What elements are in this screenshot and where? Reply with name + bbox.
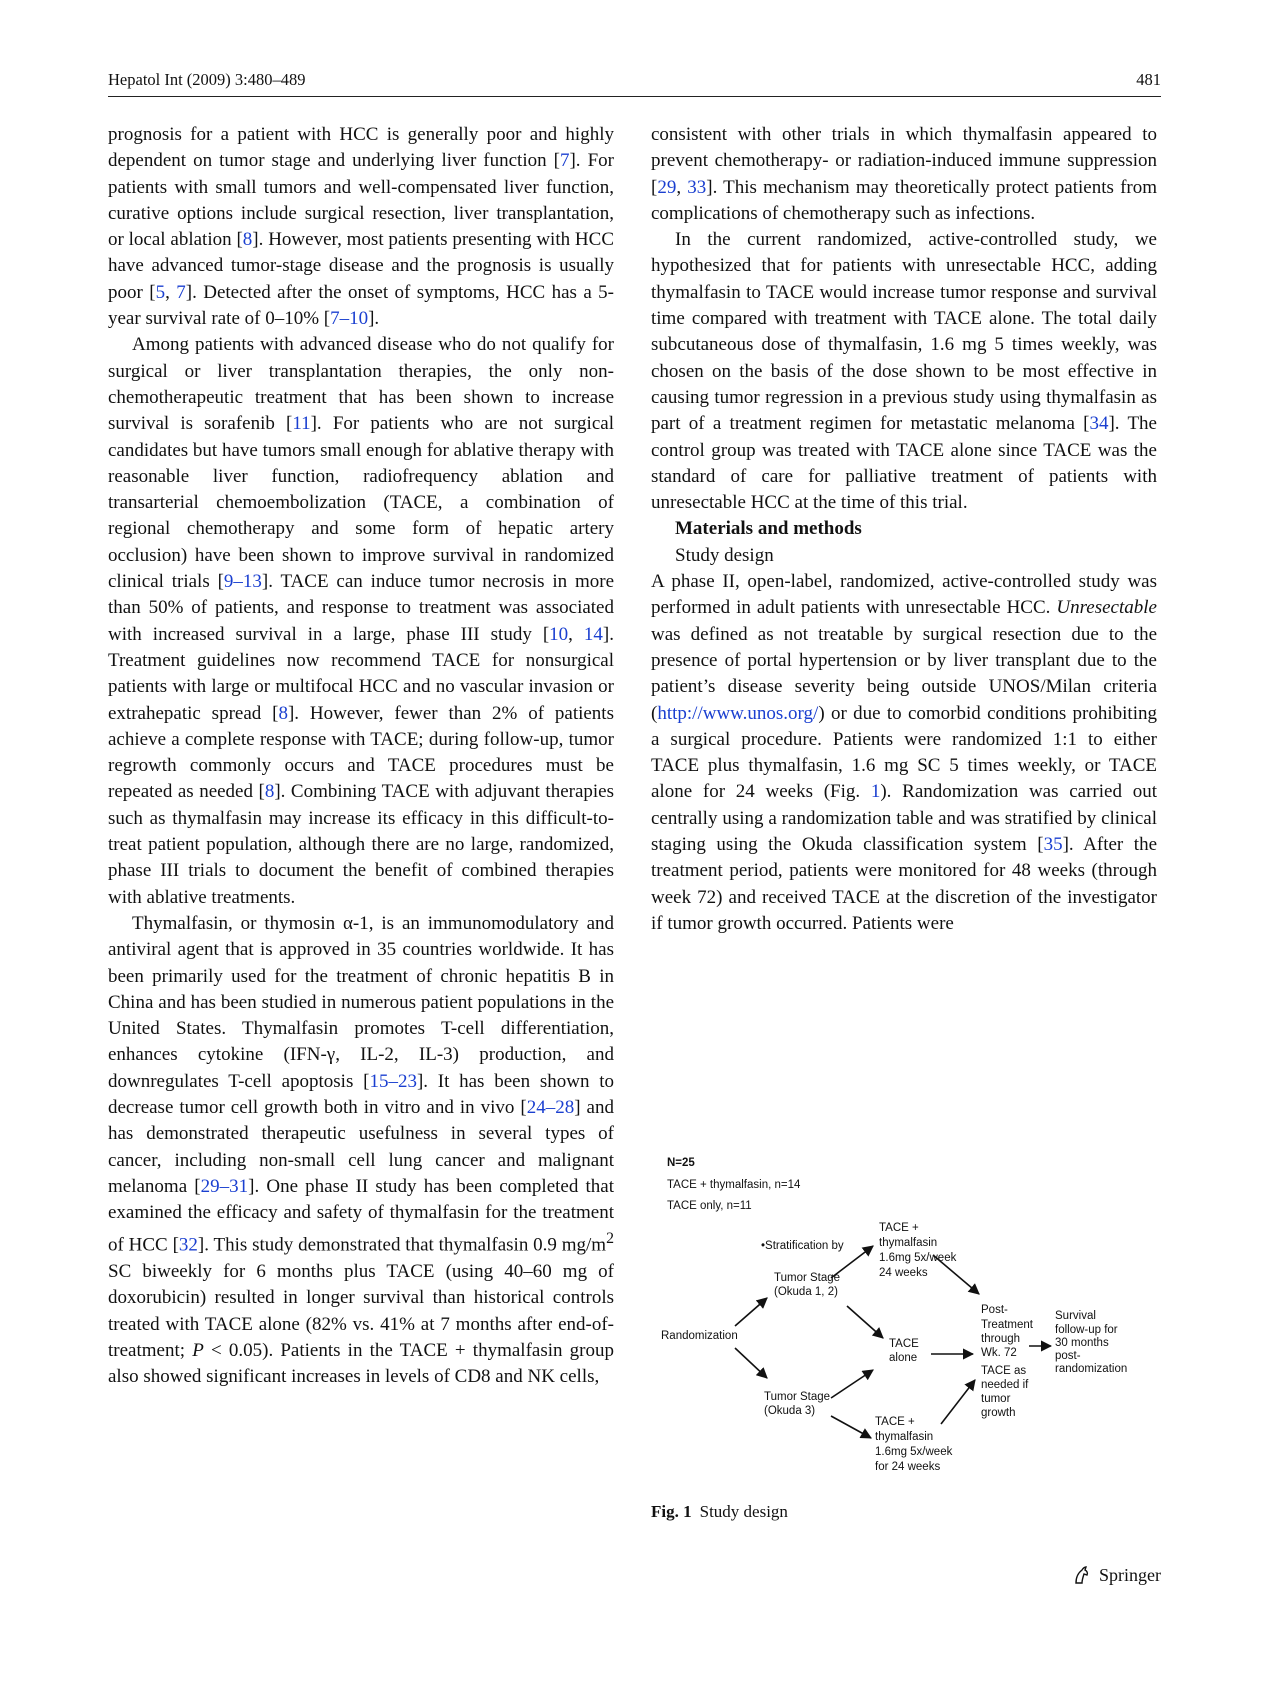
page-number: 481 xyxy=(1136,70,1161,89)
svg-text:30 months: 30 months xyxy=(1055,1337,1109,1349)
reference-link[interactable]: 1 xyxy=(870,781,881,803)
reference-link[interactable]: 10 xyxy=(549,623,569,645)
reference-link[interactable]: 32 xyxy=(178,1234,198,1256)
svg-text:Tumor Stage: Tumor Stage xyxy=(774,1272,841,1284)
journal-citation: Hepatol Int (2009) 3:480–489 xyxy=(108,70,306,89)
svg-text:Tumor Stage: Tumor Stage xyxy=(764,1391,831,1403)
svg-text:thymalfasin: thymalfasin xyxy=(879,1237,938,1249)
reference-link[interactable]: 35 xyxy=(1043,834,1063,856)
reference-link[interactable]: 5 xyxy=(155,281,166,303)
tace-thymalfasin-bottom-box xyxy=(875,1416,953,1473)
reference-link[interactable]: 29 xyxy=(657,176,677,198)
stage3-label xyxy=(764,1391,830,1417)
arrow-stage3-to-tace-thym xyxy=(831,1416,871,1438)
svg-text:TACE +: TACE + xyxy=(875,1416,915,1428)
publisher-name: Springer xyxy=(1099,1564,1161,1585)
svg-text:Survival: Survival xyxy=(1055,1310,1096,1322)
arrow-stage3-to-tace-alone xyxy=(831,1370,873,1398)
study-design-figure xyxy=(651,1148,1171,1488)
svg-text:1.6mg 5x/week: 1.6mg 5x/week xyxy=(875,1446,953,1458)
reference-link[interactable]: 14 xyxy=(583,623,603,645)
svg-text:TACE: TACE xyxy=(889,1338,919,1350)
tace-alone-box xyxy=(889,1338,919,1364)
svg-text:thymalfasin: thymalfasin xyxy=(875,1431,934,1443)
page-header xyxy=(108,68,1161,97)
n-total-label: N=25 xyxy=(667,1157,695,1169)
svg-text:growth: growth xyxy=(981,1407,1016,1419)
arrow-randomization-to-stage12 xyxy=(735,1298,767,1326)
post-treatment-box xyxy=(981,1304,1034,1359)
svg-text:post-: post- xyxy=(1055,1350,1081,1362)
study-design-diagram xyxy=(651,1148,1171,1488)
reference-link[interactable]: 34 xyxy=(1089,413,1109,435)
svg-text:randomization: randomization xyxy=(1055,1363,1128,1375)
paragraph: consistent with other trials in which thymalfasin appeared to prevent chemotherapy- or radiation-induced immune suppression [29, 33]. This mechanism may theoretically protect patients from complications of chemotherapy such as infections. xyxy=(651,124,1157,224)
arrow-randomization-to-stage3 xyxy=(735,1348,767,1378)
reference-link[interactable]: 29–31 xyxy=(200,1175,249,1197)
stratification-label: •Stratification by xyxy=(761,1240,844,1252)
paragraph: Among patients with advanced disease who do not qualify for surgical or liver transplantation therapies, the only non-chemotherapeutic treatment that has been shown to increase survival is sorafenib [11]. For patients who are not surgical candidates but have tumors small enough for ablative therapy with reasonable liver function, radiofrequency ablation and transarterial chemoembolization (TACE, a combination of regional chemotherapy and some form of hepatic artery occlusion) have been shown to improve survival in randomized clinical trials [9–13]. TACE can induce tumor necrosis in more than 50% of patients, and response to treatment was associated with increased survival in a large, phase III study [10, 14]. Treatment guidelines now recommend TACE for nonsurgical patients with large or multifocal HCC and no vascular invasion or extrahepatic spread [8]. However, fewer than 2% of patients achieve a complete response with TACE; during follow-up, tumor regrowth commonly occurs and TACE procedures must be repeated as needed [8]. Combining TACE with adjuvant therapies such as thymalfasin may increase its efficacy in this difficult-to-treat patient population, although there are no large, randomized, phase III trials to document the benefit of combined therapies with ablative treatments. xyxy=(108,334,615,908)
left-column xyxy=(108,122,614,1391)
springer-horse-icon xyxy=(1071,1564,1093,1586)
paragraph: prognosis for a patient with HCC is generally poor and highly dependent on tumor stage and underlying liver function [7]. For patients with small tumors and well-compensated liver function, curative options include surgical resection, liver transplantation, or local ablation [8]. However, most patients presenting with HCC have advanced tumor-stage disease and the prognosis is usually poor [5, 7]. Detected after the onset of symptoms, HCC has a 5-year survival rate of 0–10% [7–10]. xyxy=(108,124,615,330)
reference-link[interactable]: http://www.unos.org/ xyxy=(657,702,819,724)
reference-link[interactable]: 8 xyxy=(264,781,275,803)
svg-text:tumor: tumor xyxy=(981,1393,1011,1405)
caption-label: Fig. 1 xyxy=(651,1502,692,1521)
reference-link[interactable]: 8 xyxy=(278,702,288,724)
arrow-stage12-to-tace-alone xyxy=(847,1306,883,1338)
svg-text:(Okuda 1, 2): (Okuda 1, 2) xyxy=(774,1286,838,1298)
svg-text:TACE +: TACE + xyxy=(879,1222,919,1234)
reference-link[interactable]: 9–13 xyxy=(223,571,262,593)
italic-text: P xyxy=(192,1339,204,1361)
svg-text:for 24 weeks: for 24 weeks xyxy=(875,1461,941,1473)
n-arm1-label: TACE + thymalfasin, n=14 xyxy=(667,1179,801,1191)
svg-text:TACE as: TACE as xyxy=(981,1365,1027,1377)
reference-link[interactable]: 8 xyxy=(242,229,253,251)
subsection-title: Study design xyxy=(675,544,774,566)
svg-text:Wk. 72: Wk. 72 xyxy=(981,1347,1017,1359)
svg-text:through: through xyxy=(981,1333,1021,1345)
caption-text: Study design xyxy=(699,1502,788,1521)
paragraph: In the current randomized, active-controlled study, we hypothesized that for patients with unresectable HCC, adding thymalfasin to TACE would increase tumor response and survival time compared with treatment with TACE alone. The total daily subcutaneous dose of thymalfasin, 1.6 mg 5 times weekly, was chosen on the basis of the dose shown to be most effective in causing tumor regression in a previous study using thymalfasin as part of a treatment regimen for metastatic melanoma [34]. The control group was treated with TACE alone since TACE was the standard of care for palliative treatment of patients with unresectable HCC at the time of this trial. xyxy=(651,229,1157,514)
svg-text:needed if: needed if xyxy=(981,1379,1029,1391)
reference-link[interactable]: 7 xyxy=(559,150,570,172)
svg-text:(Okuda 3): (Okuda 3) xyxy=(764,1405,816,1417)
randomization-label: Randomization xyxy=(661,1330,738,1342)
reference-link[interactable]: 15–23 xyxy=(369,1070,417,1092)
n-arm2-label: TACE only, n=11 xyxy=(667,1200,752,1212)
svg-text:Post-: Post- xyxy=(981,1304,1008,1316)
tace-as-needed-box xyxy=(981,1365,1029,1419)
svg-text:alone: alone xyxy=(889,1352,918,1364)
svg-text:24 weeks: 24 weeks xyxy=(879,1267,928,1279)
publisher-footer xyxy=(1071,1564,1161,1586)
reference-link[interactable]: 33 xyxy=(687,176,707,198)
section-title: Materials and methods xyxy=(675,518,862,540)
paragraph: A phase II, open-label, randomized, active-controlled study was performed in adult patients with unresectable HCC. Unresectable was defined as not treatable by surgical resection due to the presence of portal hypertension or by liver transplant due to the patient’s disease severity being outside UNOS/Milan criteria (http://www.unos.org/) or due to comorbid conditions prohibiting a surgical procedure. Patients were randomized 1:1 to either TACE plus thymalfasin, 1.6 mg SC 5 times weekly, or TACE alone for 24 weeks (Fig. 1). Randomization was carried out centrally using a randomization table and was stratified by clinical staging using the Okuda classification system [35]. After the treatment period, patients were monitored for 48 weeks (through week 72) and received TACE at the discretion of the investigator if tumor growth occurred. Patients were xyxy=(651,571,1158,934)
survival-box xyxy=(1055,1310,1127,1375)
tace-thymalfasin-top-box xyxy=(879,1222,957,1279)
right-column xyxy=(651,122,1157,937)
svg-text:1.6mg 5x/week: 1.6mg 5x/week xyxy=(879,1252,957,1264)
stage12-label xyxy=(774,1272,840,1298)
paragraph: Thymalfasin, or thymosin α-1, is an immunomodulatory and antiviral agent that is approved in 35 countries worldwide. It has been primarily used for the treatment of chronic hepatitis B in China and has been studied in numerous patient populations in the United States. Thymalfasin promotes T-cell differentiation, enhances cytokine (IFN-γ, IL-2, IL-3) production, and downregulates T-cell apoptosis [15–23]. It has been shown to decrease tumor cell growth both in vitro and in vivo [24–28] and has demonstrated therapeutic usefulness in several types of cancer, including non-small cell lung cancer and malignant melanoma [29–31]. One phase II study has been completed that examined the efficacy and safety of thymalfasin for the treatment of HCC [32]. This study demonstrated that thymalfasin 0.9 $mg/m^2$ SC biweekly for 6 months plus TACE (using 40–60 mg of doxorubicin) resulted in longer survival than historical controls treated with TACE alone (82% vs. 41% at 7 months after end-of-treatment; P < 0.05). Patients in the TACE + thymalfasin group also showed significant increases in levels of CD8 and NK cells, xyxy=(108,912,615,1388)
svg-text:Treatment: Treatment xyxy=(981,1319,1033,1331)
figure-caption xyxy=(651,1502,788,1522)
reference-link[interactable]: 7 xyxy=(176,281,186,303)
reference-link[interactable]: 24–28 xyxy=(526,1096,575,1118)
svg-text:follow-up for: follow-up for xyxy=(1055,1324,1118,1336)
reference-link[interactable]: 7–10 xyxy=(330,308,369,330)
reference-link[interactable]: 11 xyxy=(292,413,311,435)
italic-text: Unresectable xyxy=(1056,597,1157,619)
superscript: 2 xyxy=(606,1230,614,1248)
arrow-bottom-to-post xyxy=(941,1380,975,1424)
